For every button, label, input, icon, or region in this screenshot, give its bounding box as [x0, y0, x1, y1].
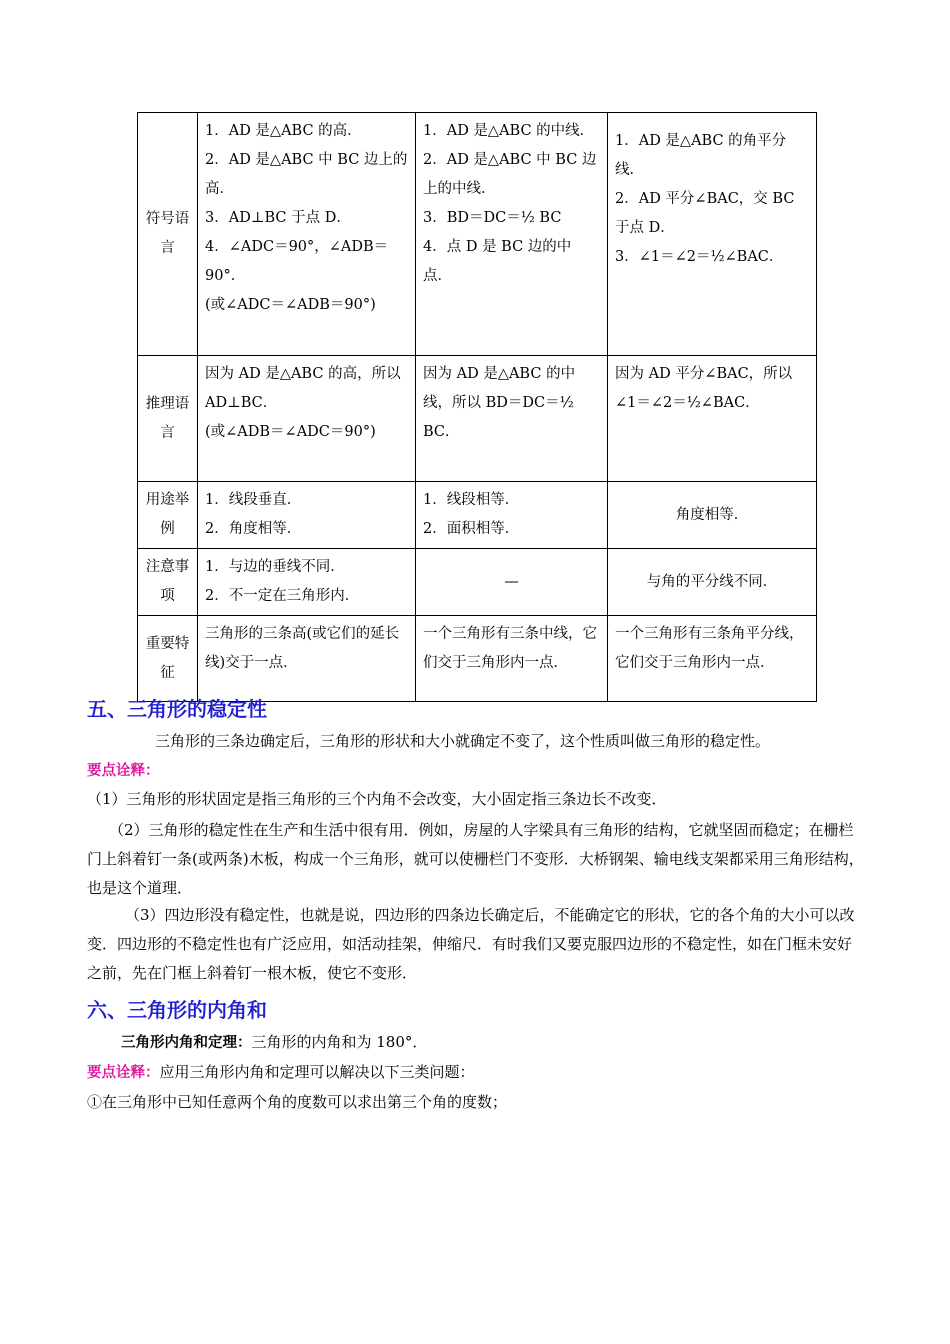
section-5-heading: 五、三角形的稳定性	[87, 697, 267, 721]
table-cell: 三角形的三条高(或它们的延长线)交于一点．	[198, 616, 416, 702]
key-text: 应用三角形内角和定理可以解决以下三类问题：	[159, 1063, 475, 1081]
table-row	[138, 356, 817, 482]
table-cell	[198, 549, 416, 616]
key-points-label	[87, 756, 864, 786]
cell-line: (或∠ADC＝∠ADB＝90°)	[205, 297, 376, 313]
cell-line: 1．AD 是△ABC 的高．	[205, 123, 362, 139]
row-header: 符号语言	[138, 113, 198, 356]
row-header: 用途举例	[138, 482, 198, 549]
cell-line: 1．线段垂直．	[205, 492, 302, 508]
table-cell	[198, 482, 416, 549]
cell-line: 3．∠1＝∠2＝½∠BAC．	[615, 249, 784, 265]
key-label: 要点诠释：	[87, 763, 160, 779]
section-5-intro: 三角形的三条边确定后，三角形的形状和大小就确定不变了，这个性质叫做三角形的稳定性。	[155, 732, 771, 750]
cell-line: 因为 AD 是△ABC 的高，所以 AD⊥BC．	[205, 366, 401, 411]
table-row	[138, 113, 817, 356]
table-cell: 一个三角形有三条中线，它们交于三角形内一点．	[416, 616, 608, 702]
table-row	[138, 482, 817, 549]
cell-line: 因为 AD 平分∠BAC，所以∠1＝∠2＝½∠BAC．	[615, 366, 793, 411]
theorem-label: 三角形内角和定理：	[121, 1035, 252, 1051]
table-cell	[198, 113, 416, 356]
table-cell	[416, 356, 608, 482]
theorem-text: 三角形的内角和为 180°．	[251, 1033, 428, 1051]
table-cell	[416, 482, 608, 549]
paragraph-1: （1）三角形的形状固定是指三角形的三个内角不会改变，大小固定指三条边长不改变．	[87, 790, 667, 808]
row-header: 注意事项	[138, 549, 198, 616]
key-points-line	[87, 1058, 864, 1088]
table-cell: 与角的平分线不同．	[608, 549, 817, 616]
cell-line: 4．点 D 是 BC 边的中点．	[423, 239, 572, 284]
table-row	[138, 549, 817, 616]
table-cell	[416, 113, 608, 356]
table-cell: 一个三角形有三条角平分线，它们交于三角形内一点．	[608, 616, 817, 702]
cell-line: 2．不一定在三角形内．	[205, 588, 360, 604]
cell-line: 1．与边的垂线不同．	[205, 559, 345, 575]
cell-line: 1．线段相等．	[423, 492, 520, 508]
cell-line: 2．AD 是△ABC 中 BC 边上的高．	[205, 152, 408, 197]
cell-line: 3．BD＝DC＝½ BC	[423, 210, 562, 226]
table-cell: —	[416, 549, 608, 616]
section-6-heading: 六、三角形的内角和	[87, 998, 267, 1022]
cell-line: 因为 AD 是△ABC 的中线，所以 BD＝DC＝½ BC．	[423, 366, 576, 440]
cell-line: 2．AD 是△ABC 中 BC 边上的中线．	[423, 152, 597, 197]
list-item: ①在三角形中已知任意两个角的度数可以求出第三个角的度数；	[87, 1093, 508, 1111]
table-cell	[608, 113, 817, 356]
cell-line: 2．面积相等．	[423, 521, 520, 537]
theorem-line	[87, 1028, 864, 1058]
row-header: 推理语言	[138, 356, 198, 482]
table-cell	[198, 356, 416, 482]
cell-line: 3．AD⊥BC 于点 D．	[205, 210, 351, 226]
table-row	[138, 616, 817, 702]
key-label: 要点诠释：	[87, 1065, 160, 1081]
properties-table	[137, 112, 817, 702]
table-cell	[608, 356, 817, 482]
row-header: 重要特征	[138, 616, 198, 702]
cell-line: 2．AD 平分∠BAC，交 BC 于点 D．	[615, 191, 795, 236]
cell-line: 4．∠ADC＝90°，∠ADB＝90°．	[205, 239, 389, 284]
cell-line: 1．AD 是△ABC 的中线．	[423, 123, 595, 139]
paragraph-2: （2）三角形的稳定性在生产和生活中很有用．例如，房屋的人字梁具有三角形的结构，它就坚固而稳定；在栅栏门上斜着钉一条(或两条)木板，构成一个三角形，就可以使栅栏门不变形．大桥钢架、输电线支架都采用三角形结构，也是这个道理．	[87, 821, 864, 897]
cell-line: 1．AD 是△ABC 的角平分线．	[615, 133, 787, 178]
table-cell: 角度相等．	[608, 482, 817, 549]
paragraph-3: （3）四边形没有稳定性，也就是说，四边形的四条边长确定后，不能确定它的形状，它的各个角的大小可以改变．四边形的不稳定性也有广泛应用，如活动挂架，伸缩尺．有时我们又要克服四边形的不稳定性，如在门框未安好之前，先在门框上斜着钉一根木板，使它不变形．	[87, 906, 855, 982]
cell-line: (或∠ADB＝∠ADC＝90°)	[205, 424, 376, 440]
cell-line: 2．角度相等．	[205, 521, 302, 537]
